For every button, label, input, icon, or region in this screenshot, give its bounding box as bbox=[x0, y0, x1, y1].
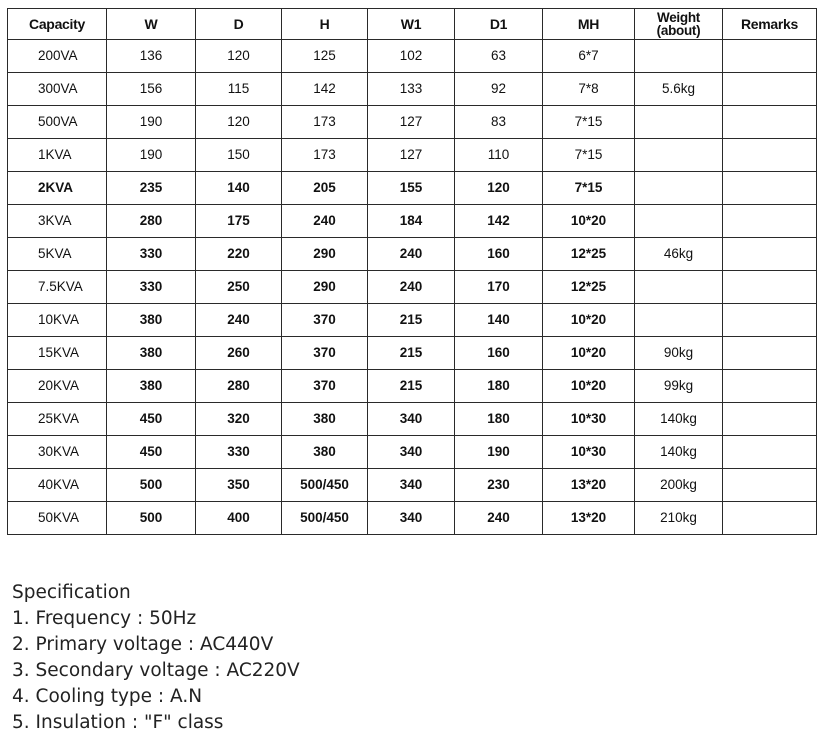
cell-w1: 133 bbox=[368, 73, 455, 106]
cell-weight: 200kg bbox=[635, 469, 723, 502]
spec-item-insulation: 5. Insulation : "F" class bbox=[12, 712, 224, 733]
cell-capacity: 40KVA bbox=[8, 469, 107, 502]
cell-w: 500 bbox=[107, 502, 196, 535]
cell-weight: 210kg bbox=[635, 502, 723, 535]
cell-mh: 10*20 bbox=[543, 370, 635, 403]
cell-d: 175 bbox=[196, 205, 282, 238]
cell-remarks bbox=[723, 370, 817, 403]
cell-mh: 13*20 bbox=[543, 502, 635, 535]
cell-h: 240 bbox=[282, 205, 368, 238]
table-row bbox=[8, 469, 817, 502]
cell-w1: 340 bbox=[368, 469, 455, 502]
cell-remarks bbox=[723, 304, 817, 337]
table-row bbox=[8, 502, 817, 535]
cell-capacity: 500VA bbox=[8, 106, 107, 139]
cell-remarks bbox=[723, 271, 817, 304]
cell-w1: 215 bbox=[368, 370, 455, 403]
header-w1: W1 bbox=[368, 9, 455, 40]
table-header-row bbox=[8, 9, 817, 40]
cell-h: 290 bbox=[282, 271, 368, 304]
cell-remarks bbox=[723, 436, 817, 469]
specification-section bbox=[12, 580, 300, 736]
cell-weight: 5.6kg bbox=[635, 73, 723, 106]
table-row bbox=[8, 271, 817, 304]
cell-remarks bbox=[723, 172, 817, 205]
cell-mh: 7*15 bbox=[543, 172, 635, 205]
cell-mh: 10*20 bbox=[543, 304, 635, 337]
cell-d1: 140 bbox=[455, 304, 543, 337]
cell-h: 290 bbox=[282, 238, 368, 271]
cell-w1: 340 bbox=[368, 403, 455, 436]
table-row bbox=[8, 370, 817, 403]
cell-d1: 160 bbox=[455, 238, 543, 271]
cell-d1: 180 bbox=[455, 403, 543, 436]
cell-h: 142 bbox=[282, 73, 368, 106]
table-row bbox=[8, 139, 817, 172]
cell-d: 140 bbox=[196, 172, 282, 205]
table-row bbox=[8, 436, 817, 469]
cell-d: 120 bbox=[196, 106, 282, 139]
cell-d: 260 bbox=[196, 337, 282, 370]
cell-d1: 110 bbox=[455, 139, 543, 172]
cell-w1: 102 bbox=[368, 40, 455, 73]
table-body bbox=[8, 40, 817, 535]
header-weight-line1: Weight bbox=[657, 10, 700, 25]
header-mh: MH bbox=[543, 9, 635, 40]
cell-weight bbox=[635, 304, 723, 337]
cell-d1: 120 bbox=[455, 172, 543, 205]
cell-remarks bbox=[723, 238, 817, 271]
cell-w: 190 bbox=[107, 106, 196, 139]
cell-d: 280 bbox=[196, 370, 282, 403]
cell-h: 370 bbox=[282, 304, 368, 337]
cell-remarks bbox=[723, 73, 817, 106]
cell-mh: 7*15 bbox=[543, 139, 635, 172]
cell-weight bbox=[635, 271, 723, 304]
table-row bbox=[8, 238, 817, 271]
cell-w: 450 bbox=[107, 436, 196, 469]
cell-weight bbox=[635, 139, 723, 172]
cell-remarks bbox=[723, 205, 817, 238]
cell-capacity: 7.5KVA bbox=[8, 271, 107, 304]
cell-weight: 90kg bbox=[635, 337, 723, 370]
cell-d: 400 bbox=[196, 502, 282, 535]
table-row bbox=[8, 205, 817, 238]
cell-weight: 46kg bbox=[635, 238, 723, 271]
cell-mh: 10*30 bbox=[543, 403, 635, 436]
cell-d: 220 bbox=[196, 238, 282, 271]
cell-d: 240 bbox=[196, 304, 282, 337]
header-weight-line2: (about) bbox=[656, 23, 701, 38]
cell-w: 330 bbox=[107, 271, 196, 304]
spec-item-frequency: 1. Frequency : 50Hz bbox=[12, 608, 197, 629]
cell-weight bbox=[635, 106, 723, 139]
cell-d1: 170 bbox=[455, 271, 543, 304]
cell-weight: 140kg bbox=[635, 436, 723, 469]
cell-w1: 155 bbox=[368, 172, 455, 205]
spec-item-primary-voltage: 2. Primary voltage : AC440V bbox=[12, 634, 274, 655]
cell-mh: 7*15 bbox=[543, 106, 635, 139]
cell-d: 330 bbox=[196, 436, 282, 469]
cell-weight bbox=[635, 40, 723, 73]
cell-remarks bbox=[723, 469, 817, 502]
cell-w: 280 bbox=[107, 205, 196, 238]
cell-mh: 12*25 bbox=[543, 238, 635, 271]
spec-table bbox=[7, 8, 817, 535]
cell-capacity: 300VA bbox=[8, 73, 107, 106]
cell-w: 136 bbox=[107, 40, 196, 73]
cell-d1: 160 bbox=[455, 337, 543, 370]
cell-h: 500/450 bbox=[282, 502, 368, 535]
cell-w1: 240 bbox=[368, 238, 455, 271]
cell-d1: 142 bbox=[455, 205, 543, 238]
cell-h: 380 bbox=[282, 403, 368, 436]
cell-h: 500/450 bbox=[282, 469, 368, 502]
cell-mh: 10*20 bbox=[543, 205, 635, 238]
cell-weight bbox=[635, 205, 723, 238]
cell-h: 205 bbox=[282, 172, 368, 205]
cell-h: 173 bbox=[282, 139, 368, 172]
cell-capacity: 20KVA bbox=[8, 370, 107, 403]
header-capacity: Capacity bbox=[8, 9, 107, 40]
cell-w1: 127 bbox=[368, 106, 455, 139]
cell-capacity: 50KVA bbox=[8, 502, 107, 535]
cell-w1: 340 bbox=[368, 502, 455, 535]
header-remarks: Remarks bbox=[723, 9, 817, 40]
table-row bbox=[8, 337, 817, 370]
cell-w1: 340 bbox=[368, 436, 455, 469]
table-row bbox=[8, 403, 817, 436]
cell-remarks bbox=[723, 106, 817, 139]
cell-capacity: 2KVA bbox=[8, 172, 107, 205]
cell-w: 380 bbox=[107, 370, 196, 403]
cell-weight: 99kg bbox=[635, 370, 723, 403]
cell-d: 120 bbox=[196, 40, 282, 73]
cell-mh: 10*30 bbox=[543, 436, 635, 469]
header-h: H bbox=[282, 9, 368, 40]
cell-w1: 215 bbox=[368, 337, 455, 370]
cell-mh: 10*20 bbox=[543, 337, 635, 370]
cell-capacity: 30KVA bbox=[8, 436, 107, 469]
cell-h: 370 bbox=[282, 370, 368, 403]
cell-d1: 63 bbox=[455, 40, 543, 73]
specification-title: Specification bbox=[12, 582, 131, 603]
table-row bbox=[8, 172, 817, 205]
cell-w: 330 bbox=[107, 238, 196, 271]
cell-d1: 230 bbox=[455, 469, 543, 502]
table-row bbox=[8, 40, 817, 73]
cell-w: 235 bbox=[107, 172, 196, 205]
cell-capacity: 10KVA bbox=[8, 304, 107, 337]
cell-remarks bbox=[723, 139, 817, 172]
cell-remarks bbox=[723, 337, 817, 370]
cell-d: 250 bbox=[196, 271, 282, 304]
cell-weight bbox=[635, 172, 723, 205]
cell-w: 500 bbox=[107, 469, 196, 502]
cell-remarks bbox=[723, 502, 817, 535]
cell-w: 190 bbox=[107, 139, 196, 172]
cell-w: 380 bbox=[107, 304, 196, 337]
cell-d1: 180 bbox=[455, 370, 543, 403]
cell-w1: 240 bbox=[368, 271, 455, 304]
cell-w1: 184 bbox=[368, 205, 455, 238]
cell-w: 156 bbox=[107, 73, 196, 106]
cell-d: 150 bbox=[196, 139, 282, 172]
cell-remarks bbox=[723, 40, 817, 73]
header-weight bbox=[635, 9, 723, 40]
header-w: W bbox=[107, 9, 196, 40]
table-row bbox=[8, 73, 817, 106]
cell-w1: 127 bbox=[368, 139, 455, 172]
cell-d1: 190 bbox=[455, 436, 543, 469]
cell-remarks bbox=[723, 403, 817, 436]
spec-item-cooling-type: 4. Cooling type : A.N bbox=[12, 686, 203, 707]
cell-w: 380 bbox=[107, 337, 196, 370]
cell-mh: 12*25 bbox=[543, 271, 635, 304]
cell-capacity: 3KVA bbox=[8, 205, 107, 238]
cell-capacity: 15KVA bbox=[8, 337, 107, 370]
spec-item-secondary-voltage: 3. Secondary voltage : AC220V bbox=[12, 660, 300, 681]
cell-capacity: 5KVA bbox=[8, 238, 107, 271]
cell-mh: 7*8 bbox=[543, 73, 635, 106]
cell-capacity: 200VA bbox=[8, 40, 107, 73]
cell-d1: 92 bbox=[455, 73, 543, 106]
cell-mh: 6*7 bbox=[543, 40, 635, 73]
cell-d1: 83 bbox=[455, 106, 543, 139]
table-row bbox=[8, 106, 817, 139]
cell-capacity: 1KVA bbox=[8, 139, 107, 172]
header-d1: D1 bbox=[455, 9, 543, 40]
table-row bbox=[8, 304, 817, 337]
cell-h: 380 bbox=[282, 436, 368, 469]
cell-d: 320 bbox=[196, 403, 282, 436]
header-d: D bbox=[196, 9, 282, 40]
cell-weight: 140kg bbox=[635, 403, 723, 436]
cell-d: 350 bbox=[196, 469, 282, 502]
cell-w1: 215 bbox=[368, 304, 455, 337]
cell-h: 370 bbox=[282, 337, 368, 370]
cell-w: 450 bbox=[107, 403, 196, 436]
cell-d1: 240 bbox=[455, 502, 543, 535]
cell-capacity: 25KVA bbox=[8, 403, 107, 436]
cell-h: 125 bbox=[282, 40, 368, 73]
cell-mh: 13*20 bbox=[543, 469, 635, 502]
cell-d: 115 bbox=[196, 73, 282, 106]
cell-h: 173 bbox=[282, 106, 368, 139]
